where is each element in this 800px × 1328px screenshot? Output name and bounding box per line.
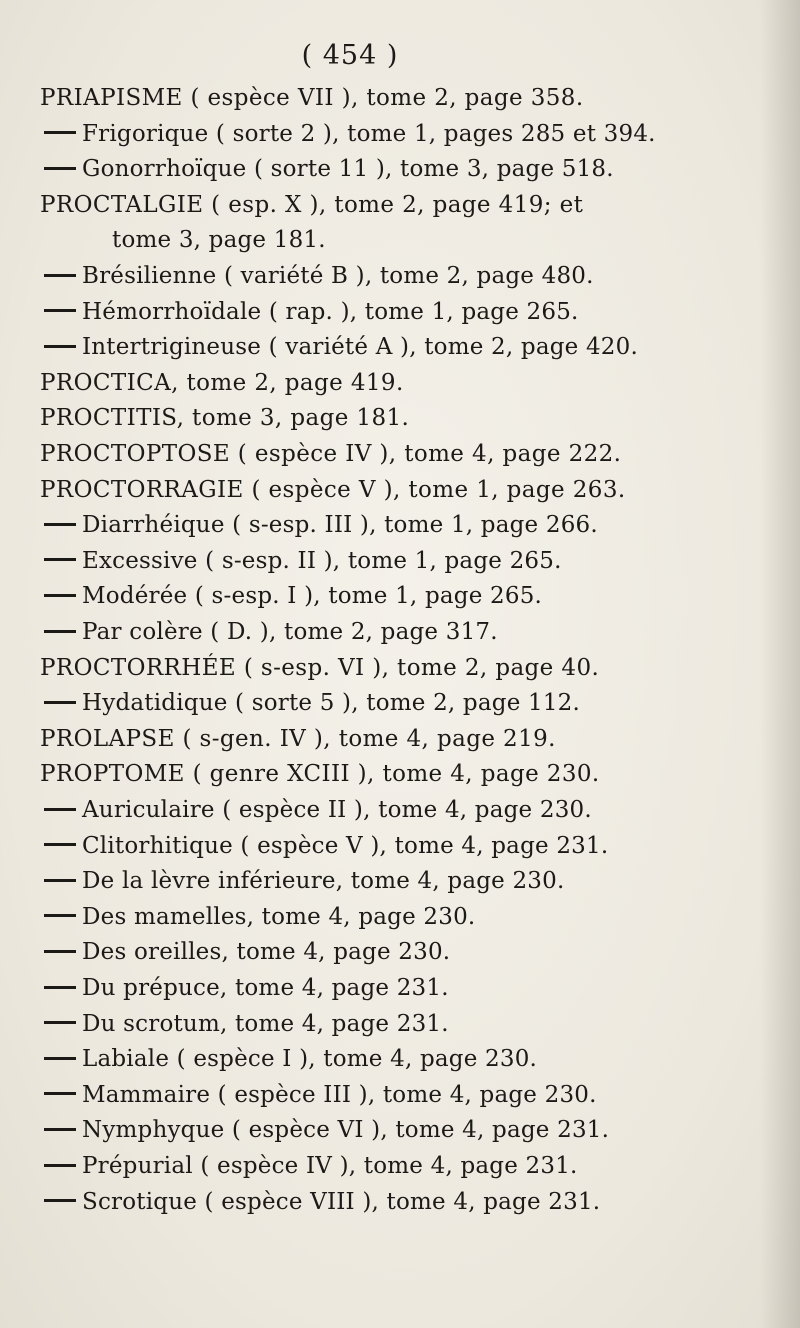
index-subentry (44, 294, 579, 330)
dash-marker (44, 167, 76, 170)
entry-text: PROCTORRHÉE ( s-esp. VI ), tome 2, page 40. (40, 654, 600, 681)
index-subentry (44, 792, 592, 828)
index-subentry (44, 1006, 449, 1042)
entry-text: Du scrotum, tome 4, page 231. (82, 1010, 449, 1037)
entry-text: PROPTOME ( genre XCIII ), tome 4, page 230. (40, 761, 600, 788)
index-subentry (44, 614, 498, 650)
index-entry-continuation (112, 222, 326, 258)
entry-text: Excessive ( s-esp. II ), tome 1, page 265. (82, 547, 562, 574)
index-subentry (44, 970, 449, 1006)
index-subentry (44, 329, 638, 365)
entry-text: Hydatidique ( sorte 5 ), tome 2, page 112. (82, 690, 581, 717)
index-subentry (44, 685, 580, 721)
entry-text: PROLAPSE ( s-gen. IV ), tome 4, page 219. (40, 725, 556, 752)
index-entry (40, 365, 404, 401)
dash-marker (44, 808, 76, 811)
dash-marker (44, 630, 76, 633)
index-subentry (44, 151, 614, 187)
dash-marker (44, 523, 76, 526)
index-subentry (44, 116, 656, 152)
dash-marker (44, 986, 76, 989)
dash-marker (44, 131, 76, 134)
entry-text: PROCTICA, tome 2, page 419. (40, 369, 404, 396)
index-entry (40, 187, 583, 223)
entry-text: Nymphyque ( espèce VI ), tome 4, page 231. (82, 1117, 610, 1144)
dash-marker (44, 345, 76, 348)
index-subentry (44, 1148, 578, 1184)
dash-marker (44, 594, 76, 597)
entry-text: Modérée ( s-esp. I ), tome 1, page 265. (82, 583, 543, 610)
index-subentry (44, 863, 565, 899)
entry-text: Brésilienne ( variété B ), tome 2, page 480. (82, 263, 594, 289)
dash-marker (44, 1128, 76, 1131)
index-subentry (44, 1112, 609, 1148)
entry-text: Diarrhéique ( s-esp. III ), tome 1, page 266. (82, 512, 598, 539)
entry-text: tome 3, page 181. (112, 227, 326, 254)
entry-text: PROCTORRAGIE ( espèce V ), tome 1, page 263. (40, 476, 626, 503)
dash-marker (44, 1199, 76, 1202)
entry-text: Des oreilles, tome 4, page 230. (82, 939, 451, 966)
index-subentry (44, 934, 450, 970)
index-subentry (44, 1077, 597, 1113)
index-entry (40, 650, 599, 686)
entry-text: Prépurial ( espèce IV ), tome 4, page 231. (82, 1153, 578, 1179)
entry-text: Clitorhitique ( espèce V ), tome 4, page 231. (82, 832, 609, 859)
index-subentry (44, 258, 594, 294)
entry-text: PROCTALGIE ( esp. X ), tome 2, page 419; et (40, 191, 584, 218)
index-entry (40, 400, 409, 436)
index-subentry (44, 543, 562, 579)
dash-marker (44, 309, 76, 312)
entry-text: Labiale ( espèce I ), tome 4, page 230. (82, 1046, 538, 1073)
index-entry (40, 472, 626, 508)
index-subentry (44, 1041, 537, 1077)
index-subentry (44, 828, 608, 864)
index-subentry (44, 1184, 600, 1220)
index-subentry (44, 578, 542, 614)
entry-text: PROCTITIS, tome 3, page 181. (40, 405, 410, 432)
dash-marker (44, 879, 76, 882)
page-number: ( 454 ) (301, 40, 399, 71)
entry-text: Gonorrhoïque ( sorte 11 ), tome 3, page 518. (82, 156, 614, 183)
dash-marker (44, 950, 76, 953)
entry-text: Par colère ( D. ), tome 2, page 317. (82, 619, 498, 645)
entry-text: Frigorique ( sorte 2 ), tome 1, pages 285 et 394. (82, 120, 656, 147)
entry-text: Mammaire ( espèce III ), tome 4, page 230. (82, 1081, 597, 1108)
entry-text: PROCTOPTOSE ( espèce IV ), tome 4, page 222. (40, 441, 622, 467)
dash-marker (44, 701, 76, 704)
index-subentry (44, 507, 598, 543)
dash-marker (44, 1057, 76, 1060)
entry-text: Des mamelles, tome 4, page 230. (82, 903, 476, 930)
index-entry (40, 756, 600, 792)
dash-marker (44, 914, 76, 917)
entry-text: Du prépuce, tome 4, page 231. (82, 975, 449, 1001)
dash-marker (44, 1021, 76, 1024)
dash-marker (44, 843, 76, 846)
entry-text: Scrotique ( espèce VIII ), tome 4, page 231. (82, 1188, 601, 1215)
page-edge-shadow (760, 0, 800, 1328)
entry-text: Auriculaire ( espèce II ), tome 4, page 230. (82, 797, 592, 823)
dash-marker (44, 1092, 76, 1095)
dash-marker (44, 558, 76, 561)
index-entry (40, 80, 584, 116)
dash-marker (44, 274, 76, 277)
index-entry (40, 721, 556, 757)
entry-text: PRIAPISME ( espèce VII ), tome 2, page 358. (40, 85, 584, 111)
entry-text: De la lèvre inférieure, tome 4, page 230. (82, 868, 565, 895)
index-subentry (44, 899, 475, 935)
entry-text: Intertrigineuse ( variété A ), tome 2, page 420. (82, 334, 638, 361)
index-entry (40, 436, 621, 472)
dash-marker (44, 1164, 76, 1167)
entry-text: Hémorrhoïdale ( rap. ), tome 1, page 265. (82, 298, 579, 325)
